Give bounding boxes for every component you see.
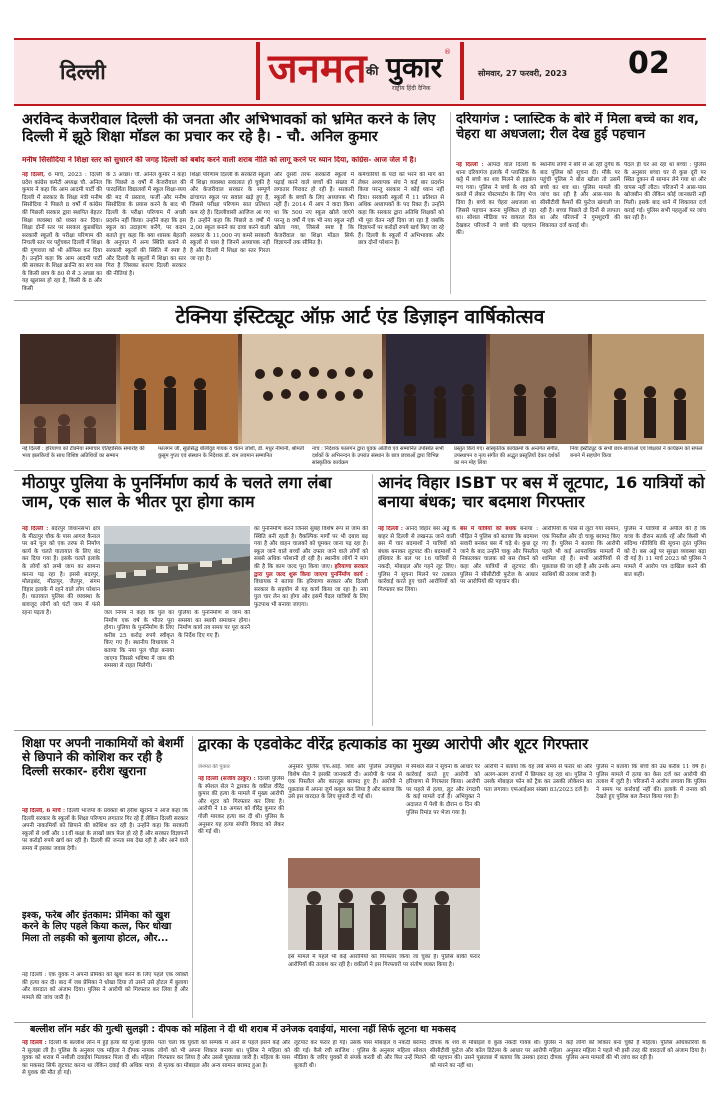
logo-tagline: राष्ट्रीय हिंदी दैनिक bbox=[392, 85, 431, 92]
lead-col-2: के 3 अच्छा। चौ. अनिल कुमार ने कहा कि पिछले 8 वर्षों में केजरीवाल की पारदर्शिता विद्यालयों में स्कूल शिक्षा-व्यय की मद में प्रस्ताव, फर्जी और मनीष सिसोदिया के प्रयास करने के बाद भी दिल्ली के परीक्षा परिणाम में अच्छी प्रदर्शन नहीं किया। उन्होंने कहा कि इस स्कूल का उदाहरण करेंगे, पर कदम बताते हुए कहा कि क्या शासक बेहतरी के अनुपात में अन्य स्थिति बताने से सरकारी स्कूलों की स्थिति में स्पष्ट है और दिल्ली के स्कूलों में शिक्षा का स्तर गिरा है जिसका कारण दिल्ली सरकार की नीतियां है। bbox=[106, 172, 186, 277]
arrest-photo-svg bbox=[288, 858, 480, 950]
bridge-photo-svg bbox=[104, 526, 250, 606]
dwarka-col-3: इस मामले में पहले भी कई आरोपियों को गिरफ्तार किया जा चुका है। पुलिस बाकी फरार आरोपियों की तलाश कर रही है। वकीलों ने इस गिरफ्तारी पर संतोष व्यक्त किया है। bbox=[288, 954, 480, 968]
bottom-col-5: कई लोगों को शिकार बना चुकी है महिला। पुलिस अधिकारियों के अनुसार महिला ने पहले भी इसी तरह की वारदातों को अंजाम दिया है। पुलिस अन्य मामलों की भी जांच कर रही है। bbox=[566, 1040, 706, 1062]
mithapur-col-1 bbox=[22, 526, 100, 726]
education-dateline: नई दिल्ली, 6 मार्च : bbox=[22, 808, 66, 814]
lead-dateline: नई दिल्ली, bbox=[22, 172, 46, 178]
dwarka-col-4: में स्पेशल सेल ने सूचना के आधार पर कार्रवाई करते हुए आरोपी को हरियाणा से गिरफ्तार किया। आरोपी पर पहले से हत्या, लूट और रंगदारी के कई मामले दर्ज हैं। अभियुक्त ने अदालत में पेशी के दौरान 6 दिन की पुलिस रिमांड पर भेजा गया है। bbox=[406, 764, 480, 816]
plastic-col-2: स्थानीय लोगों ने बोरे से आ रही दुर्गंध के बाद पुलिस को सूचना दी। मौके पर पहुंची पुलिस ने बोरा खोला तो उसमें बच्चे का शव था। पुलिस मामले की जांच कर रही है और आस-पास के सीसीटीवी कैमरों की फुटेज खंगाली जा रही है। बच्चा पिछले दो दिनों से लापता था और परिजनों ने गुमशुदगी की शिकायत दर्ज कराई थी। bbox=[540, 162, 620, 229]
dwarka-headline: द्वारका के एडवोकेट वीरेंद्र हत्याकांड का मुख्य आरोपी और शूटर गिरफ्तार bbox=[198, 736, 589, 753]
plastic-col-3: पैदल ही घर आ रहा था बच्चा : पुलिस के अनुसार बच्चा घर से कुछ दूरी पर स्थित दुकान से सामान लेने गया था और वापस नहीं लौटा। परिजनों ने आस-पास खोजबीन की लेकिन कोई जानकारी नहीं मिली। इसके बाद थाने में शिकायत दर्ज कराई गई। पुलिस सभी पहलुओं पर जांच कर रही है। bbox=[624, 162, 706, 222]
city-label: दिल्ली bbox=[60, 60, 106, 84]
logo-tail: पुकार bbox=[386, 51, 443, 84]
lead-col-5: कर्मचारियों के पदों को भरने की मांग को लेकर अध्यापक संघ ने कई बार प्रदर्शन किया परन्तु सरकार ने कोई ध्यान नहीं दिया। सरकारी स्कूलों में 11 प्रतिशत से अधिक अध्यापकों के पद रिक्त हैं। उन्होंने कहा कि सरकार द्वारा अतिथि शिक्षकों को भी पूरा वेतन नहीं दिया जा रहा है जबकि विज्ञापनों पर करोड़ों रुपये खर्च किए जा रहे हैं। दिल्ली के स्कूलों में अभिभावक और छात्र दोनों परेशान हैं। bbox=[358, 172, 444, 247]
lead-headline: अरविन्द केजरीवाल दिल्ली की जनता और अभिभावकों को भ्रमित करने के लिए दिल्ली में झूठे शिक्षा मॉडल का प्रचार कर रहे है। - चौ. अनिल कुमार bbox=[22, 112, 436, 146]
bottom-col-3: लूटपाट कर फरार हो गई। उसके पास मोबाइल व नकदी बरामद की गई। कैसे रची साजिश : पुलिस के अनुसार महिला सोशल मीडिया के जरिए युवकों से संपर्क करती थी और फिर उन्हें मिलने बुलाती थी। bbox=[294, 1040, 426, 1069]
event-caption-2: फालगन जी, सुप्रसिद्ध बॉलीवुड गायक व चेतन जोशी, डॉ. मधुर नीमानी, श्रीमती कुसुम गुप्ता एवं संस्थान के निदेशक डॉ. राम लवमान सम्मानित bbox=[158, 446, 305, 459]
bottom-col-2: पता चला कि युवती को सम्पर्क में आने से पहले इसने कई और लोगों को भी अपना शिकार बनाया था। पुलिस ने महिला को गिरफ्तार कर लिया है और उससे पूछताछ जारी है। महिला के पास से मृतक का मोबाइल और अन्य सामान बरामद हुआ है। bbox=[158, 1040, 290, 1069]
mithapur-col-4 bbox=[254, 526, 368, 726]
event-caption-4: प्रस्तुत किये गए। सांस्कृतिक कार्यक्रमों के अन्तर्गत संगीत, उपस्थापन व नृत्य संगीत की अद्भुत प्रस्तुतियों देकर दर्शकों का मन मोह लिया bbox=[454, 446, 560, 466]
dwarka-col-6 bbox=[596, 764, 706, 1018]
masthead-top-bar bbox=[14, 38, 706, 40]
education-body bbox=[22, 808, 188, 906]
section-rule bbox=[14, 1022, 706, 1023]
logo-ki: की bbox=[366, 64, 379, 78]
lead-col-1-text: 6 मार्च, 2023 : दिल्ली प्रदेश कांग्रेस कमेटी अध्यक्ष चौ. अनिल कुमार ने कहा कि आम आदमी पार्टी की दिल्ली में सरकार के शिक्षा मंत्री मनीष सिसोदिया ने पिछले 8 वर्षों में कांग्रेस की पिछली सरकार द्वारा स्थापित बेहतर शिक्षा व्यवस्था को ध्वस्त कर दिया। शिक्षा दोनों स्तर पर सरकार कुप्रबंधित सरकारी स्कूलों के परीक्षा परिणाम की निचली स्तर पर पहुँचकर दिल्ली में शिक्षा की गुणवत्ता को भी ऑफिस कर दिया है। उन्होंने कहा कि आम आदमी पार्टी की सरकार के शिक्षा क्रान्ति का सच सब के किसी छात्र के 80 से से 3 अच्छा का यह खुलासा हो रहा है, किसी के 8 और किसी bbox=[22, 172, 102, 292]
crime-body: नई दिल्ली : एक युवक ने अपनी प्रेमिका को खुश करने के लिए पहले एक व्यक्ति की हत्या कर दी। बाद में जब प्रेमिका ने धोखा दिया तो उसने उसे होटल में बुलाया और वारदात को अंजाम दिया। पुलिस ने आरोपी को गिरफ्तार कर लिया है और मामले की जांच जारी है। bbox=[22, 972, 188, 1001]
lead-col-3: शिक्षा परिणाम दिल्ली के सरकारी स्कूलों में शिक्षा व्यवस्था सवालात हो चुकी है और केजरीवाल सरकार के सम्पूर्ण ढांचागत स्कूल पर सवाल खड़े हुए हैं, जिससे परीक्षा परिणाम सात प्रतिशत कम रहे है। दिल्लीवासी आजिज आ गए हैं। उन्होंने कहा कि पिछले 8 वर्षों में 2,00 स्कूल बनाने का दावा करने वाली सरकार के 11,000 नए कमरे सरकारी स्कूलों से पास है जिनमें अध्यापक नहीं है और दिल्ली में शिक्षा का स्तर गिरता जा रहा है। bbox=[190, 172, 270, 262]
dwarka-photo bbox=[288, 858, 480, 950]
mithapur-col-4-more: विधायक ने बताया कि हरियाणा सरकार और दिल्ली सरकार के सहयोग से यह कार्य किया जा रहा है। नया पुल चार लेन का होगा और इसमें पैदल यात्रियों के लिए फुटपाथ भी बनाया जाएगा। bbox=[254, 579, 368, 608]
bottom-col-4: दीपक के शव से मोबाइल व कुछ नकदी गायब थी। पुलिस ने सीसीटीवी फुटेज और कॉल डिटेल्स के आधार पर आरोपी महिला की पहचान की। उसने पूछताछ में बताया कि उसका इरादा दीपक को मारने का नहीं था। bbox=[430, 1040, 562, 1069]
column-divider bbox=[192, 736, 193, 1018]
mithapur-dateline: नई दिल्ली : bbox=[22, 526, 49, 532]
event-caption-3: नाच : निर्देशक फालगन द्वारा युवक अतिथि एवं सम्मानित उपस्थित सभी दर्शकों के अभिनन्दन के उपरांत संस्थान के छात्र छात्राओं द्वारा विभिन्न सांस्कृतिक कार्यक्रम bbox=[312, 446, 444, 466]
register-mark-icon: ® bbox=[444, 48, 451, 56]
plastic-dateline: नई दिल्ली : bbox=[456, 162, 484, 168]
isbt-col-1 bbox=[378, 526, 456, 726]
column-divider bbox=[450, 112, 451, 294]
isbt-headline: आनंद विहार ISBT पर बस में लूटपाट, 16 यात्रियों को बनाया बंधक; चार बदमाश गिरफ्तार bbox=[378, 474, 705, 511]
dwarka-col-5: आरोपी ने बताया कि वह लंबे समय से फरार था और अलग-अलग राज्यों में छिपकर रह रहा था। पुलिस ने उसके मोबाइल फोन को ट्रैक कर उसकी लोकेशन का पता लगाया। एफआईआर संख्या 83/2023 दर्ज है। bbox=[484, 764, 592, 793]
isbt-col-1-text: आनंद विहार बस अड्डे के बाहर से दिल्ली से लखनऊ जाने वाली बस में चार बदमाशों ने यात्रियों को बंधक बनाकर लूटपाट की। बदमाशों ने हथियार के बल पर 16 यात्रियों से नकदी, मोबाइल और गहने लूट लिए। पुलिस ने सूचना मिलने पर तत्काल कार्रवाई करते हुए चारों आरोपियों को गिरफ्तार कर लिया। bbox=[378, 526, 456, 593]
dwarka-col-1-text: दिल्ली पुलिस के स्पेशल सेल ने द्वारका के वकील वीरेंद्र कुमार की हत्या के मामले में मुख्य आरोपी और शूटर को गिरफ्तार कर लिया है। आरोपी ने 18 अगस्त को वीरेंद्र कुमार की गोली मारकर हत्या कर दी थी। पुलिस के अनुसार यह हत्या संपत्ति विवाद को लेकर की गई थी। bbox=[198, 776, 284, 836]
lead-col-4: और दूसरी तरफ सरकारी स्कूलों में पढ़ाई करने वाले बच्चों की संख्या में लगातार गिरावट हो रही है। सरकारी स्कूलों के बच्चों के लिए अध्यापक भी नहीं हैं। 2014 में आप ने वादा किया था कि 500 नए स्कूल खोले जाएंगे परन्तु 8 वर्षों में एक भी नया स्कूल नहीं खोला गया, जिससे स्पष्ट है कि केजरीवाल का शिक्षा मॉडल सिर्फ विज्ञापनों तक सीमित है। bbox=[274, 172, 354, 247]
education-body-text: दिल्ली भाजपा के प्रवक्ता श्री हरीश खुराना ने आज कहा कि दिल्ली सरकार के स्कूलों के शिक्षा परिणाम लगातार गिर रहे हैं लेकिन दिल्ली सरकार अपनी नाकामियों को छिपाने की कोशिश कर रही है। उन्होंने कहा कि सरकारी स्कूलों से 9वीं और 11वीं कक्षा के लाखों छात्र फेल हो रहे हैं और सरकार विज्ञापनों पर करोड़ों रुपये खर्च कर रही है। दिल्ली की जनता सब देख रही है और आने वाले समय में इसका जवाब देगी। bbox=[22, 808, 188, 852]
column-divider bbox=[372, 474, 373, 726]
bottom-col-1 bbox=[22, 1040, 154, 1092]
plastic-col-1-text: आपदा वाल दिल्ली के थाना दरियागंज इलाके में प्लास्टिक के कट्टे में बच्चे का शव मिलने से हड़कंप मच गया। पुलिस ने बच्चे के शव को कब्जे में लेकर पोस्टमार्टम के लिए भेज दिया है। बच्चे का चेहरा अधजला था जिससे पहचान करना मुश्किल हो रहा था। सोशल मीडिया पर वायरल रील देखकर परिजनों ने बच्चे की पहचान की। bbox=[456, 162, 536, 237]
dwarka-col-6-text: पुलिस ने बताया कि बच्चे की उम्र करीब 11 वर्ष है। पुलिस मामले में हत्या का केस दर्ज कर आरोपी की तलाश में जुटी है। परिजनों ने आरोप लगाया कि पुलिस ने समय पर कार्रवाई नहीं की। इलाके में तनाव को देखते हुए पुलिस बल तैनात किया गया है। bbox=[596, 764, 706, 801]
dwarka-byline: जनमत की पुकार bbox=[198, 764, 230, 770]
plastic-col-1 bbox=[456, 162, 536, 294]
mithapur-photo bbox=[104, 526, 250, 606]
event-photo-svg bbox=[20, 334, 704, 444]
isbt-col-2 bbox=[460, 526, 538, 726]
mithapur-subhead: हरियाणा सरकार द्वारा पुल जल्द शुरू किया जाएगा पुनर्निर्माण कार्य : bbox=[254, 563, 368, 578]
isbt-col-2-text: बनाया : पीड़ित ने पुलिस को बताया कि बदमाश सवारी बनकर बस में चढ़े थे। कुछ दूर जाने के बाद उन्होंने चाकू और पिस्तौल निकालकर चालक को बस रोकने को कहा और यात्रियों से लूटपाट की। पुलिस ने सीसीटीवी फुटेज के आधार पर आरोपियों की पहचान की। bbox=[460, 526, 538, 586]
lead-col-1 bbox=[22, 172, 102, 294]
isbt-dateline: नई दिल्ली : bbox=[378, 526, 403, 532]
lead-subhead: मनीष सिसोदिया ने शिक्षा स्तर को सुधारने की जगह दिल्ली को बर्बाद करने वाली शराब नीति को लागू करने पर ध्यान दिया, कांग्रेस- आज जेल में है। bbox=[22, 156, 417, 164]
education-headline: शिक्षा पर अपनी नाकामियों को बेशर्मी से छिपाने की कोशिश कर रही है दिल्ली सरकार- हरीश खुराना bbox=[22, 736, 184, 779]
mithapur-headline: मीठापुर पुलिया के पुनर्निर्माण कार्य के चलते लगा लंबा जाम, एक साल के भीतर पूरा होगा काम bbox=[22, 474, 332, 511]
dwarka-col-2: अनुसार पुलिस एफ.आई. शिव और पुलिस उपायुक्त विशेष सेल ने इसकी जानकारी दी। आरोपी के पास से एक पिस्तौल और कारतूस बरामद हुए हैं। आरोपी ने पूछताछ में अपना जुर्म कबूल कर लिया है और बताया कि उसे इस वारदात के लिए सुपारी दी गई थी। bbox=[288, 764, 402, 801]
isbt-subhead: बस में यात्रियों को बंधक bbox=[460, 526, 517, 532]
mithapur-col-3: पुलिया के पुनर्निर्माण से जाम की समस्या का स्थायी समाधान होगा। निर्माण कार्य तय समय पर पूरा करने के निर्देश दिए गए हैं। bbox=[178, 610, 250, 639]
event-caption-1: नई दिल्ली : हरियाणा को टेक्निया समाचार ऐतिहासिक समारोह की भव्य झलकियाँ के साथ विशिष्ट अतिथियों का सम्मान bbox=[22, 446, 145, 459]
mithapur-col-4-text: का पुनर्निर्माण करने जिनसे सुबह विशेष रूप से जाम की स्थिति बनी रहती है। वैकल्पिक मार्गों पर भी दबाव बढ़ गया है और वाहन चालकों को घूमकर जाना पड़ रहा है। स्कूल जाने वाले बच्चों और दफ्तर जाने वाले लोगों को सबसे अधिक परेशानी हो रही है। स्थानीय लोगों ने मांग की है कि काम जल्द पूरा किया जाए। bbox=[254, 526, 368, 570]
event-caption-5: निया इंस्टीट्यूट के सभी छात्र-छात्राओं एवं शिक्षकों ने कार्यक्रम को सफल बनाने में सहयोग किया bbox=[570, 446, 703, 459]
crime-headline: इश्क, फरेब और इंतकाम: प्रेमिका को खुश करने के लिए पहले किया कत्ल, फिर धोखा मिला तो लड़की को बुलाया होटल, और... bbox=[22, 910, 172, 944]
event-banner-rule bbox=[14, 300, 706, 301]
section-rule bbox=[14, 730, 706, 731]
mithapur-col-1-text: बदरपुर विधानसभा क्षेत्र के मीठापुर चौक के पास आगरा कैनाल पर बने पुल को एक तरफ से निर्माण कार्य के चलते यातायात के लिए बंद कर दिया गया है। इसके चलते इलाके के लोगों को लम्बे जाम का सामना करना पड़ रहा है। इससे बदरपुर, मोलड़बंद, मीठापुर, जैतपुर, संगम विहार इलाके में रहने वाले लोग परेशान हैं। यातायात पुलिस की व्यवस्था के बावजूद लोगों को घंटों जाम में फंसे रहना पड़ता है। bbox=[22, 526, 100, 616]
event-photo-strip bbox=[20, 334, 704, 444]
dwarka-dateline: नई दिल्ली (संजीव ठाकुर) : bbox=[198, 776, 256, 782]
dwarka-col-1 bbox=[198, 776, 284, 1018]
event-banner: टेक्निया इंस्टिट्यूट ऑफ़ आर्ट एंड डिज़ाइन वार्षिकोत्सव bbox=[175, 306, 545, 328]
logo-main: जनमत bbox=[268, 45, 367, 92]
issue-date: सोमवार, 27 फरवरी, 2023 bbox=[478, 69, 568, 78]
mithapur-col-2: जल निगम ने कहा कि पुल का निर्माण एक वर्ष के भीतर पूरा होगा। पुलिया के पुनर्निर्माण के लिए करीब 25 करोड़ रुपये स्वीकृत किए गए हैं। स्थानीय विधायक ने बताया कि नया पुल चौड़ा बनाया जाएगा जिससे भविष्य में जाम की समस्या से राहत मिलेगी। bbox=[104, 610, 174, 670]
isbt-col-3: आरोपियों के पास से लूटा गया सामान, एक पिस्तौल और दो चाकू बरामद किए गए हैं। पुलिस ने बताया कि आरोपी पहले भी कई आपराधिक मामलों में शामिल रहे हैं। सभी आरोपियों से पूछताछ की जा रही है और उनके अन्य साथियों की तलाश जारी है। bbox=[542, 526, 620, 578]
isbt-col-4: पुलिस ने यात्रियों से अपील की है कि यात्रा के दौरान सतर्क रहें और किसी भी संदिग्ध गतिविधि की सूचना तुरंत पुलिस को दें। बस अड्डे पर सुरक्षा व्यवस्था बढ़ा दी गई है। 11 मार्च 2023 को पुलिस ने मामले में आरोप पत्र दाखिल करने की बात कही। bbox=[624, 526, 706, 578]
page-number: 02 bbox=[628, 46, 670, 81]
section-rule bbox=[14, 470, 706, 471]
bottom-dateline: नई दिल्ली : bbox=[22, 1040, 47, 1046]
masthead-bottom-bar bbox=[14, 104, 706, 106]
bottom-col-1-text: दिल्ली के बल्लीश लॉन में हुई हत्या की गुत्थी पुलिस ने सुलझा ली है। पुलिस के अनुसार एक महिला ने दीपक नामक युवक को शराब में नशीली दवाईयां मिलाकर पिला दी थी। महिला का मकसद सिर्फ लूटपाट करना था लेकिन दवाई की अधिक मात्रा से युवक की मौत हो गई। bbox=[22, 1040, 154, 1077]
bottom-headline: बल्लीश लॉन मर्डर की गुत्थी सुलझी : दीपक को महिला ने दी थी शराब में उनेजक दवाईयां, मारना नहीं सिर्फ लूटना था मकसद bbox=[30, 1024, 456, 1035]
plastic-headline: दरियागंज : प्लास्टिक के बोरे में मिला बच्चे का शव, चेहरा था अधजला; रील देख हुई पहचान bbox=[456, 112, 699, 143]
